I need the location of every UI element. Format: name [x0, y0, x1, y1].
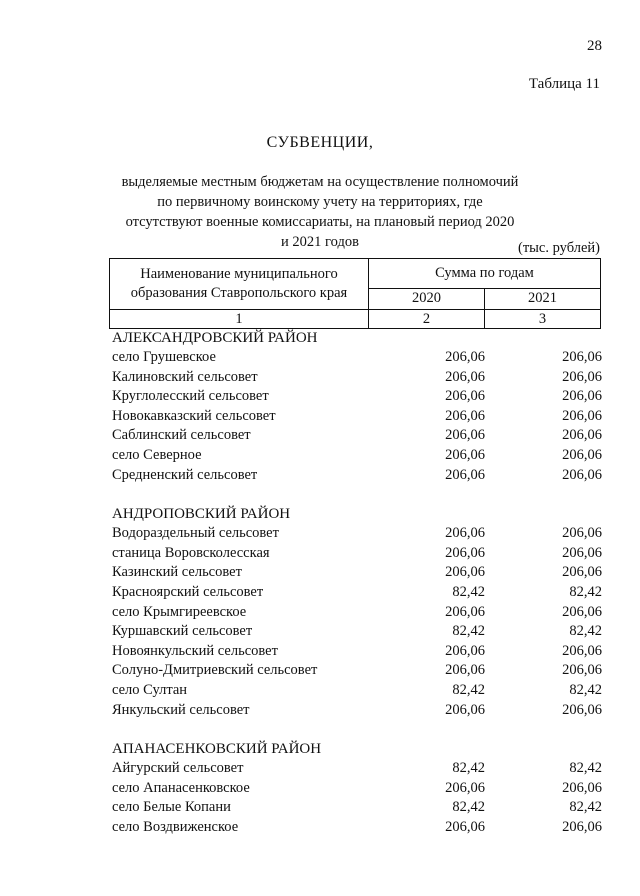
municipality-name: Новокавказский сельсовет [112, 407, 276, 424]
header-sum-column: Сумма по годам [369, 259, 601, 289]
header-index-2: 2 [369, 310, 485, 329]
header-index-3: 3 [484, 310, 600, 329]
group-spacer [112, 720, 602, 739]
amount-2020: 206,06 [445, 388, 485, 405]
amount-2021: 206,06 [562, 603, 602, 620]
amount-2020: 206,06 [445, 427, 485, 444]
amount-2021: 206,06 [562, 564, 602, 581]
district-heading: АЛЕКСАНДРОВСКИЙ РАЙОН [112, 330, 318, 346]
header-index-1: 1 [110, 310, 369, 329]
table-row [112, 681, 602, 701]
amount-2020: 206,06 [445, 446, 485, 463]
municipality-name: Саблинский сельсовет [112, 427, 251, 444]
table-body [112, 328, 602, 837]
district-heading: АНДРОПОВСКИЙ РАЙОН [112, 506, 291, 523]
municipality-name: Казинский сельсовет [112, 564, 242, 581]
municipality-name: Круглолесский сельсовет [112, 388, 269, 405]
table-row [112, 387, 602, 407]
table-row [112, 622, 602, 642]
amount-2020: 206,06 [445, 779, 485, 796]
table-row [112, 466, 602, 486]
amount-2020: 82,42 [452, 583, 485, 600]
district-heading: АПАНАСЕНКОВСКИЙ РАЙОН [112, 741, 322, 758]
municipality-name: село Белые Копани [112, 799, 231, 816]
amount-2020: 206,06 [445, 349, 485, 365]
municipality-name: Янкульский сельсовет [112, 701, 250, 718]
amount-2020: 206,06 [445, 407, 485, 424]
municipality-name: село Крымгиреевское [112, 603, 247, 620]
amount-2021: 206,06 [562, 642, 602, 659]
table-row [112, 759, 602, 779]
amount-2021: 206,06 [562, 525, 602, 542]
table-row [112, 583, 602, 603]
municipality-name: Калиновский сельсовет [112, 368, 258, 385]
municipality-name: село Султан [112, 681, 188, 698]
municipality-name: село Апанасенковское [112, 779, 250, 796]
amount-2021: 82,42 [569, 760, 602, 777]
table-row [112, 348, 602, 368]
amount-2021: 82,42 [569, 799, 602, 816]
municipality-name: село Грушевское [112, 349, 216, 365]
amount-2020: 206,06 [445, 818, 485, 835]
amount-2020: 82,42 [452, 681, 485, 698]
amount-2021: 206,06 [562, 662, 602, 679]
table-row [112, 701, 602, 721]
table-row [112, 642, 602, 662]
amount-2020: 206,06 [445, 701, 485, 718]
table-row [112, 407, 602, 427]
amount-2020: 206,06 [445, 466, 485, 483]
amount-2021: 82,42 [569, 623, 602, 640]
municipality-name: Новоянкульский сельсовет [112, 642, 278, 659]
amount-2020: 82,42 [452, 760, 485, 777]
amount-2021: 206,06 [562, 466, 602, 483]
table-label: Таблица 11 [528, 76, 600, 92]
header-name-column: Наименование муниципального образования Ставропольского края [110, 259, 369, 310]
amount-2021: 82,42 [569, 681, 602, 698]
amount-2020: 206,06 [445, 564, 485, 581]
amount-2021: 206,06 [562, 427, 602, 444]
amount-2021: 206,06 [562, 701, 602, 718]
amount-2021: 206,06 [562, 407, 602, 424]
amount-2021: 82,42 [569, 583, 602, 600]
units-note: (тыс. рублей) [518, 240, 600, 256]
amount-2021: 206,06 [562, 368, 602, 385]
table-row [112, 779, 602, 799]
amount-2021: 206,06 [562, 388, 602, 405]
amount-2020: 206,06 [445, 544, 485, 561]
municipality-name: Водораздельный сельсовет [112, 525, 279, 542]
document-subtitle: выделяемые местным бюджетам на осуществление полномочий по первичному воинскому учету на территориях, где отсутствуют военные комиссариаты, на плановый период 2020 и 2021 годов [121, 174, 519, 250]
table-row [112, 818, 602, 838]
page-number: 28 [587, 38, 602, 54]
amount-2021: 206,06 [562, 349, 602, 365]
amount-2020: 206,06 [445, 368, 485, 385]
amount-2021: 206,06 [562, 446, 602, 463]
amount-2021: 206,06 [562, 544, 602, 561]
municipality-name: Солуно-Дмитриевский сельсовет [112, 662, 318, 679]
amount-2020: 206,06 [445, 603, 485, 620]
amount-2021: 206,06 [562, 818, 602, 835]
amount-2020: 206,06 [445, 525, 485, 542]
header-year-2020: 2020 [369, 288, 485, 309]
table-row [112, 798, 602, 818]
group-spacer [112, 485, 602, 504]
municipality-name: Красноярский сельсовет [112, 583, 264, 600]
municipality-name: Айгурский сельсовет [112, 760, 244, 777]
header-year-2021: 2021 [484, 288, 600, 309]
table-row [112, 563, 602, 583]
municipality-name: село Северное [112, 446, 202, 463]
amount-2021: 206,06 [562, 779, 602, 796]
table-header [109, 258, 601, 329]
amount-2020: 206,06 [445, 662, 485, 679]
municipality-name: село Воздвиженское [112, 818, 239, 835]
table-row [112, 446, 602, 466]
amount-2020: 82,42 [452, 623, 485, 640]
amount-2020: 82,42 [452, 799, 485, 816]
table-row [112, 544, 602, 564]
table-row [112, 661, 602, 681]
municipality-name: Средненский сельсовет [112, 466, 258, 483]
table-row [112, 426, 602, 446]
amount-2020: 206,06 [445, 642, 485, 659]
table-row [112, 603, 602, 623]
table-row [112, 368, 602, 388]
table-row [112, 524, 602, 544]
document-title: СУБВЕНЦИИ, [266, 134, 374, 151]
municipality-name: Куршавский сельсовет [112, 623, 253, 640]
municipality-name: станица Воровсколесская [112, 544, 270, 561]
